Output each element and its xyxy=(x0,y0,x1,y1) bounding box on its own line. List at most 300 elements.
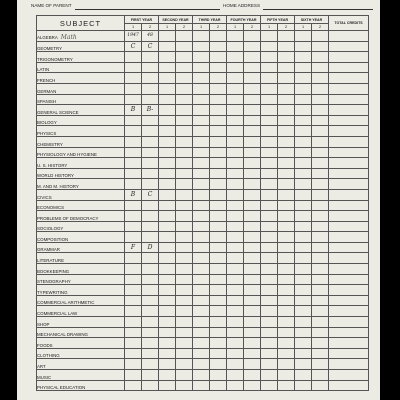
parent-info-line xyxy=(31,3,370,13)
semester-header: 1 xyxy=(261,24,278,31)
grade-cell xyxy=(142,380,159,391)
grade-cell xyxy=(142,264,159,275)
grade-cell: B xyxy=(125,189,142,200)
grade-cell xyxy=(227,221,244,232)
grade-cell xyxy=(312,264,329,275)
grade-cell xyxy=(159,52,176,63)
grade-cell xyxy=(176,94,193,105)
grade-cell xyxy=(193,253,210,264)
subject-cell xyxy=(37,327,125,338)
grade-cell xyxy=(142,179,159,190)
subject-cell xyxy=(37,115,125,126)
table-row xyxy=(37,221,369,232)
grade-cell: B- xyxy=(142,105,159,116)
grade-cell xyxy=(312,126,329,137)
grade-cell xyxy=(176,41,193,52)
grade-cell xyxy=(261,359,278,370)
grade-cell xyxy=(278,253,295,264)
grade-cell xyxy=(278,274,295,285)
grade-cell xyxy=(261,168,278,179)
grade-cell xyxy=(176,83,193,94)
subject-label: COMPOSITION xyxy=(37,236,69,242)
total-credits-cell xyxy=(329,348,369,359)
grade-cell xyxy=(244,189,261,200)
subject-cell xyxy=(37,285,125,296)
grade-cell xyxy=(227,264,244,275)
total-credits-cell xyxy=(329,327,369,338)
grade-cell xyxy=(125,253,142,264)
subject-cell xyxy=(37,52,125,63)
grade-cell xyxy=(125,211,142,222)
table-row xyxy=(37,115,369,126)
grade-cell xyxy=(278,179,295,190)
semester-header: 1 xyxy=(125,24,142,31)
table-row xyxy=(37,274,369,285)
grade-cell xyxy=(159,380,176,391)
grade-cell xyxy=(295,317,312,328)
subject-label: TYPEWRITING xyxy=(37,289,68,295)
subject-label: COMMERCIAL LAW xyxy=(37,311,78,317)
grade-cell xyxy=(278,380,295,391)
grade-cell xyxy=(176,105,193,116)
grade-cell xyxy=(244,115,261,126)
grade-cell xyxy=(227,306,244,317)
total-credits-cell xyxy=(329,242,369,253)
subject-cell xyxy=(37,221,125,232)
grade-cell xyxy=(142,83,159,94)
subject-cell xyxy=(37,200,125,211)
grade-cell xyxy=(210,348,227,359)
semester-header: 2 xyxy=(278,24,295,31)
grade-cell xyxy=(210,317,227,328)
grade-cell xyxy=(312,200,329,211)
grade-cell xyxy=(295,338,312,349)
table-row xyxy=(37,147,369,158)
grade-cell xyxy=(244,73,261,84)
grade-cell xyxy=(210,232,227,243)
grade-cell xyxy=(210,31,227,42)
grade-cell xyxy=(244,168,261,179)
semester-header: 2 xyxy=(142,24,159,31)
subject-label: SPANISH xyxy=(37,99,56,105)
grade-cell xyxy=(244,41,261,52)
grade-cell xyxy=(244,147,261,158)
total-credits-cell xyxy=(329,73,369,84)
grade-cell xyxy=(244,359,261,370)
grade-cell xyxy=(244,221,261,232)
table-row xyxy=(37,168,369,179)
table-row xyxy=(37,211,369,222)
grade-cell xyxy=(227,380,244,391)
grade-cell xyxy=(227,348,244,359)
grade-cell xyxy=(176,317,193,328)
subject-label: FOODS xyxy=(37,342,53,348)
table-row xyxy=(37,295,369,306)
grade-cell xyxy=(261,189,278,200)
grade-cell xyxy=(227,200,244,211)
grade-cell xyxy=(227,115,244,126)
grade-cell xyxy=(125,317,142,328)
subject-cell xyxy=(37,179,125,190)
grade-cell xyxy=(193,105,210,116)
grade-cell xyxy=(159,94,176,105)
subject-cell xyxy=(37,211,125,222)
grade-cell xyxy=(261,158,278,169)
subject-cell xyxy=(37,41,125,52)
grade-cell xyxy=(295,126,312,137)
grade-cell xyxy=(227,126,244,137)
grade-cell: 1947 xyxy=(125,31,142,42)
grade-cell xyxy=(125,232,142,243)
subject-cell xyxy=(37,253,125,264)
subject-label: U. S. HISTORY xyxy=(37,162,68,168)
grade-cell xyxy=(227,317,244,328)
grade-cell xyxy=(193,83,210,94)
grade-cell xyxy=(278,41,295,52)
table-row xyxy=(37,306,369,317)
grade-cell xyxy=(261,179,278,190)
grade-cell xyxy=(210,126,227,137)
subject-cell xyxy=(37,264,125,275)
subject-cell xyxy=(37,189,125,200)
grade-cell xyxy=(193,264,210,275)
grade-cell: C xyxy=(142,41,159,52)
subject-cell xyxy=(37,136,125,147)
semester-header: 2 xyxy=(312,24,329,31)
grade-cell xyxy=(312,62,329,73)
grade-cell xyxy=(193,73,210,84)
grade-cell xyxy=(244,105,261,116)
grade-cell xyxy=(227,52,244,63)
grade-cell xyxy=(125,52,142,63)
grade-cell xyxy=(159,359,176,370)
grade-cell xyxy=(227,327,244,338)
subject-cell xyxy=(37,348,125,359)
grade-cell xyxy=(312,73,329,84)
grade-cell xyxy=(227,189,244,200)
grade-cell xyxy=(142,317,159,328)
grade-cell xyxy=(159,83,176,94)
grade-cell xyxy=(142,253,159,264)
grade-cell xyxy=(176,136,193,147)
total-credits-cell xyxy=(329,83,369,94)
grade-cell xyxy=(210,253,227,264)
grade-cell xyxy=(210,62,227,73)
grade-cell xyxy=(295,158,312,169)
total-credits-cell xyxy=(329,179,369,190)
grade-cell xyxy=(125,200,142,211)
grade-cell xyxy=(295,253,312,264)
grade-cell xyxy=(278,306,295,317)
subject-label: SHOP xyxy=(37,321,50,327)
grade-cell xyxy=(227,242,244,253)
semester-header: 2 xyxy=(244,24,261,31)
grade-cell xyxy=(125,221,142,232)
grade-cell xyxy=(278,52,295,63)
grade-cell xyxy=(278,370,295,381)
grade-cell xyxy=(210,338,227,349)
total-credits-cell xyxy=(329,338,369,349)
grade-cell xyxy=(295,136,312,147)
grade-cell xyxy=(125,147,142,158)
record-card xyxy=(17,0,380,400)
grade-cell: C xyxy=(125,41,142,52)
grade-cell xyxy=(159,31,176,42)
grade-cell xyxy=(295,380,312,391)
table-row xyxy=(37,317,369,328)
grade-cell xyxy=(210,285,227,296)
subject-label: ECONOMICS xyxy=(37,205,65,211)
grade-cell: B xyxy=(125,105,142,116)
subject-cell xyxy=(37,306,125,317)
total-credits-cell xyxy=(329,200,369,211)
grade-cell xyxy=(295,73,312,84)
subject-label: PHYSIOLOGY AND HYGIENE xyxy=(37,152,97,158)
grade-cell xyxy=(312,295,329,306)
grade-cell xyxy=(193,52,210,63)
home-address-rule xyxy=(263,9,373,10)
subject-cell xyxy=(37,380,125,391)
grade-cell xyxy=(176,242,193,253)
subject-label: M. AND M. HISTORY xyxy=(37,183,79,189)
grade-cell xyxy=(176,232,193,243)
grade-cell xyxy=(261,105,278,116)
grade-cell xyxy=(159,168,176,179)
grade-cell xyxy=(244,380,261,391)
grade-cell xyxy=(176,221,193,232)
grade-cell xyxy=(125,327,142,338)
grade-cell xyxy=(244,179,261,190)
grade-cell xyxy=(210,370,227,381)
grade-cell: C xyxy=(142,189,159,200)
grade-cell xyxy=(295,359,312,370)
total-credits-cell xyxy=(329,147,369,158)
table-row xyxy=(37,105,369,116)
grade-cell xyxy=(227,41,244,52)
grade-cell xyxy=(227,94,244,105)
subject-label: GEOMETRY xyxy=(37,46,63,52)
grade-cell xyxy=(295,52,312,63)
grade-cell xyxy=(227,232,244,243)
grade-cell xyxy=(210,380,227,391)
grade-cell xyxy=(142,327,159,338)
grade-cell xyxy=(244,264,261,275)
grade-cell xyxy=(210,136,227,147)
total-credits-cell xyxy=(329,94,369,105)
grade-cell xyxy=(210,264,227,275)
subject-label: ART xyxy=(37,364,46,369)
grade-cell xyxy=(244,253,261,264)
grade-cell xyxy=(261,62,278,73)
grade-cell xyxy=(159,232,176,243)
grade-cell xyxy=(278,147,295,158)
grade-cell xyxy=(142,295,159,306)
grade-cell xyxy=(142,52,159,63)
grade-cell xyxy=(227,295,244,306)
grades-table xyxy=(36,15,369,391)
semester-header: 1 xyxy=(227,24,244,31)
grade-cell xyxy=(278,31,295,42)
table-row xyxy=(37,31,369,42)
grade-cell xyxy=(312,327,329,338)
grade-cell xyxy=(193,221,210,232)
grade-cell xyxy=(227,62,244,73)
grade-cell xyxy=(193,179,210,190)
grade-cell xyxy=(244,327,261,338)
table-row xyxy=(37,94,369,105)
grade-cell xyxy=(142,147,159,158)
grade-cell xyxy=(125,94,142,105)
subject-label: ALGEBRA xyxy=(37,34,58,40)
grade-cell xyxy=(244,62,261,73)
grade-cell xyxy=(176,179,193,190)
table-row xyxy=(37,189,369,200)
grade-cell xyxy=(176,370,193,381)
total-credits-cell xyxy=(329,295,369,306)
total-credits-cell xyxy=(329,115,369,126)
grade-cell xyxy=(125,83,142,94)
grade-cell xyxy=(210,105,227,116)
grade-cell xyxy=(193,380,210,391)
grade-cell xyxy=(193,189,210,200)
total-credits-cell xyxy=(329,370,369,381)
grade-cell xyxy=(142,370,159,381)
grade-cell xyxy=(193,370,210,381)
subject-label: PHYSICS xyxy=(37,130,57,136)
grade-cell xyxy=(312,179,329,190)
semester-header: 2 xyxy=(210,24,227,31)
table-row xyxy=(37,338,369,349)
grade-cell xyxy=(210,274,227,285)
grade-cell xyxy=(295,83,312,94)
grade-cell xyxy=(159,264,176,275)
grade-cell xyxy=(278,83,295,94)
grade-cell xyxy=(193,168,210,179)
grade-cell xyxy=(176,285,193,296)
grade-cell xyxy=(244,295,261,306)
grade-cell xyxy=(278,242,295,253)
total-credits-header: TOTAL CREDITS xyxy=(329,16,369,31)
grade-cell xyxy=(193,136,210,147)
grade-cell xyxy=(244,232,261,243)
grade-cell xyxy=(312,221,329,232)
grade-cell xyxy=(210,73,227,84)
grade-cell xyxy=(227,83,244,94)
grade-cell xyxy=(193,338,210,349)
grade-cell xyxy=(210,221,227,232)
grade-cell xyxy=(159,348,176,359)
grade-cell xyxy=(312,348,329,359)
grade-cell xyxy=(142,94,159,105)
grade-cell xyxy=(193,317,210,328)
grade-cell xyxy=(312,306,329,317)
handwritten-note: Math xyxy=(60,33,77,41)
grade-cell xyxy=(278,73,295,84)
grade-cell xyxy=(261,274,278,285)
grade-cell xyxy=(159,285,176,296)
grade-cell xyxy=(159,126,176,137)
grade-cell xyxy=(176,158,193,169)
grade-cell xyxy=(193,126,210,137)
grade-cell xyxy=(193,94,210,105)
subject-cell xyxy=(37,295,125,306)
grade-cell xyxy=(142,73,159,84)
grade-cell xyxy=(142,136,159,147)
total-credits-cell xyxy=(329,274,369,285)
total-credits-cell xyxy=(329,52,369,63)
table-row xyxy=(37,73,369,84)
grade-cell xyxy=(227,274,244,285)
grade-cell xyxy=(142,168,159,179)
grade-cell xyxy=(244,94,261,105)
total-credits-cell xyxy=(329,306,369,317)
grade-cell xyxy=(176,264,193,275)
grade-cell xyxy=(210,327,227,338)
subject-cell xyxy=(37,370,125,381)
grade-cell xyxy=(210,168,227,179)
total-credits-cell xyxy=(329,105,369,116)
grade-cell xyxy=(295,115,312,126)
total-credits-cell xyxy=(329,253,369,264)
grade-cell xyxy=(261,264,278,275)
grade-cell xyxy=(261,285,278,296)
grade-cell xyxy=(244,274,261,285)
table-row xyxy=(37,253,369,264)
grade-cell xyxy=(125,370,142,381)
grade-cell xyxy=(244,242,261,253)
grade-cell xyxy=(312,274,329,285)
semester-header: 1 xyxy=(295,24,312,31)
table-row xyxy=(37,41,369,52)
grade-cell xyxy=(125,73,142,84)
grade-cell xyxy=(210,211,227,222)
grade-cell xyxy=(261,380,278,391)
grade-cell xyxy=(210,52,227,63)
subject-cell xyxy=(37,73,125,84)
grade-cell xyxy=(244,31,261,42)
grade-cell xyxy=(210,147,227,158)
grade-cell xyxy=(125,115,142,126)
grade-cell xyxy=(295,370,312,381)
grade-cell xyxy=(159,221,176,232)
grade-cell xyxy=(125,380,142,391)
total-credits-cell xyxy=(329,232,369,243)
grade-cell xyxy=(210,242,227,253)
grade-cell xyxy=(295,147,312,158)
grade-cell xyxy=(193,147,210,158)
grade-cell xyxy=(159,327,176,338)
grade-cell xyxy=(176,295,193,306)
grade-cell xyxy=(312,359,329,370)
grade-cell xyxy=(261,232,278,243)
grade-cell xyxy=(159,370,176,381)
subject-label: PHYSICAL EDUCATION xyxy=(37,385,86,391)
grade-cell xyxy=(278,94,295,105)
grade-cell xyxy=(295,211,312,222)
grade-cell xyxy=(295,306,312,317)
subject-cell xyxy=(37,232,125,243)
grade-cell xyxy=(193,285,210,296)
grade-cell xyxy=(295,105,312,116)
grade-cell xyxy=(295,295,312,306)
grade-cell xyxy=(125,126,142,137)
table-row xyxy=(37,52,369,63)
grade-cell xyxy=(244,285,261,296)
grade-cell xyxy=(312,41,329,52)
grade-cell xyxy=(142,348,159,359)
grade-cell xyxy=(159,41,176,52)
grade-cell xyxy=(142,200,159,211)
